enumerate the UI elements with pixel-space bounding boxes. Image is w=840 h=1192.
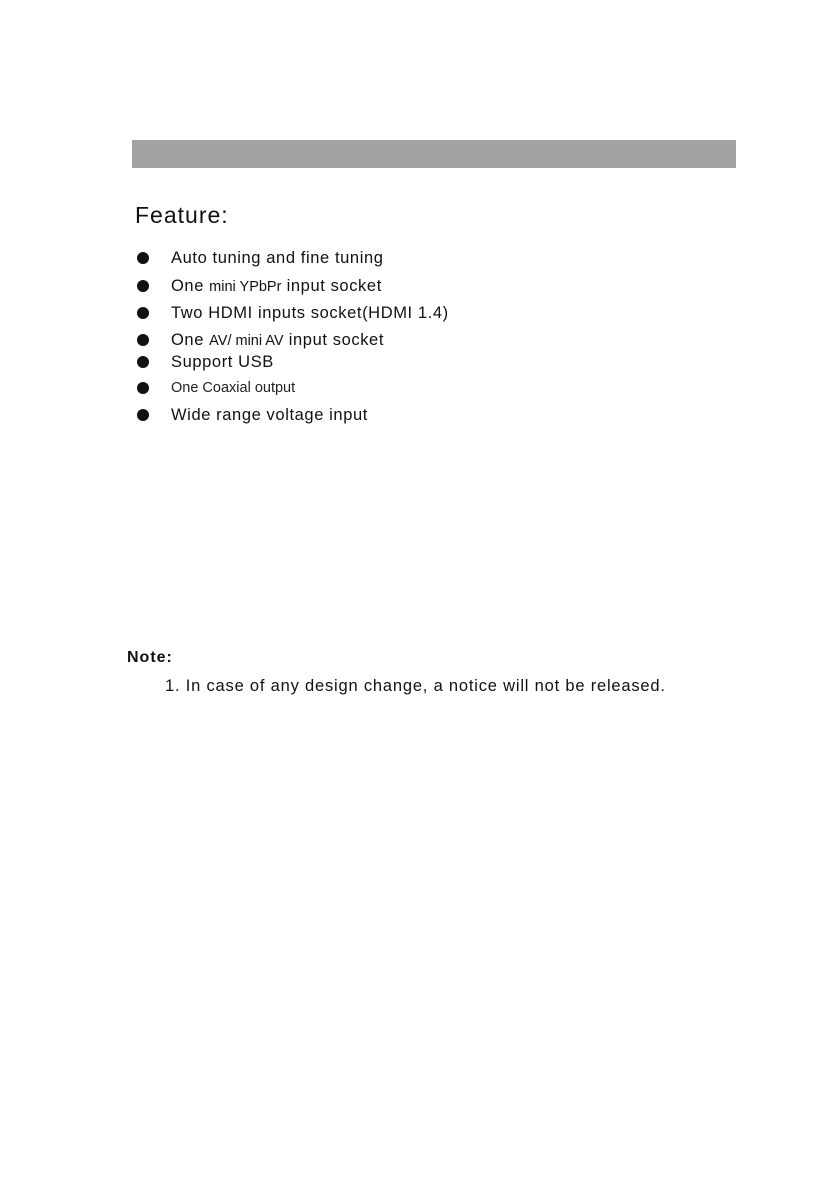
bullet-icon: [137, 252, 149, 264]
bullet-icon: [137, 409, 149, 421]
feature-text: One Coaxial output: [171, 380, 296, 396]
feature-heading: Feature:: [135, 202, 229, 228]
feature-text: Wide range voltage input: [171, 406, 368, 424]
list-item: [137, 404, 737, 426]
bullet-icon: [137, 280, 149, 292]
note-text: 1. In case of any design change, a notice will not be released.: [165, 677, 666, 695]
bullet-icon: [137, 334, 149, 346]
feature-text: Support USB: [171, 353, 274, 371]
list-item: [137, 247, 737, 269]
list-item: [137, 377, 737, 399]
list-item: [137, 275, 737, 297]
list-item: [137, 329, 737, 351]
bullet-icon: [137, 356, 149, 368]
note-label: Note:: [127, 649, 173, 666]
feature-text: One mini YPbPr input socket: [171, 277, 382, 295]
feature-text: Auto tuning and fine tuning: [171, 249, 384, 267]
bullet-icon: [137, 382, 149, 394]
feature-text: One AV/ mini AV input socket: [171, 331, 385, 349]
feature-text: Two HDMI inputs socket(HDMI 1.4): [171, 304, 449, 322]
list-item: [137, 302, 737, 324]
list-item: [137, 351, 737, 373]
bullet-icon: [137, 307, 149, 319]
section-header-bar: [132, 140, 736, 168]
